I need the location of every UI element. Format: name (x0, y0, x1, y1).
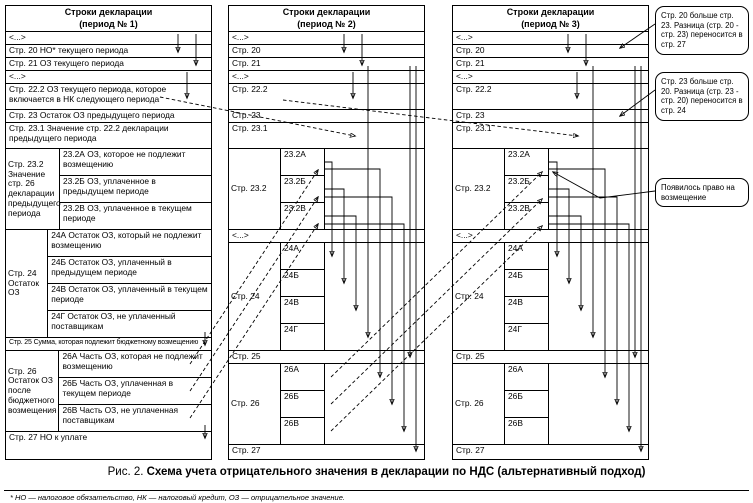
cell-24b: 24Б (281, 270, 324, 297)
cell-23-2v: 23.2В (284, 203, 306, 213)
row-str-25: Стр. 25 Сумма, которая подлежит бюджетному возмещению (6, 338, 211, 351)
row-str-26-label: Стр. 26 (229, 364, 281, 444)
row-str-24-label: Стр. 24 Остаток ОЗ (6, 230, 48, 337)
row-str-23-1: Стр. 23.1 (453, 123, 648, 149)
table-header-period-3 (453, 6, 648, 32)
cell-23-2v: 23.2В (508, 203, 530, 213)
row-str-22-2: Стр. 22.2 ОЗ текущего периода, которое включается в НК следующего периода (6, 84, 211, 110)
row-str-25: Стр. 25 (229, 351, 424, 364)
row-ellipsis-mid: <...> (453, 71, 648, 84)
cell-26a: 26А Часть ОЗ, которая не подлежит возмещению (59, 351, 211, 378)
row-group-26 (6, 351, 211, 432)
row-ellipsis-mid2: <...> (453, 230, 648, 243)
row-ellipsis-top: <...> (229, 32, 424, 45)
cell-24g: 24Г (284, 324, 298, 334)
table-header-line2: (период № 2) (297, 18, 356, 29)
arrow-space (325, 364, 424, 444)
table-header-line2: (период № 3) (521, 18, 580, 29)
row-str-21: Стр. 21 (453, 58, 648, 71)
table-header-period-2 (229, 6, 424, 32)
sub-rows-26 (59, 351, 211, 431)
row-str-24-label: Стр. 24 (229, 243, 281, 350)
row-str-23-2-label: Стр. 23.2 Значение стр. 26 декларации предыдущего периода (6, 149, 60, 229)
cell-23-2a: 23.2А (281, 149, 324, 176)
row-str-27: Стр. 27 (232, 445, 261, 455)
table-header-line1: Строки декларации (506, 7, 595, 17)
sub-rows-23-2 (505, 149, 549, 229)
cell-24v: 24В (505, 297, 548, 324)
row-str-26-label: Стр. 26 (453, 364, 505, 444)
callout-difference-to-27: Стр. 20 больше стр. 23. Разница (стр. 20 - стр. 23) переносится в стр. 27 (655, 6, 749, 55)
row-str-22-2: Стр. 22.2 (453, 84, 648, 110)
row-str-21: Стр. 21 (229, 58, 424, 71)
row-str-25: Стр. 25 (453, 351, 648, 364)
row-str-23-2-label: Стр. 23.2 (229, 149, 281, 229)
table-header-line2: (период № 1) (79, 18, 138, 29)
sub-rows-23-2 (281, 149, 325, 229)
cell-24b: 24Б (505, 270, 548, 297)
declaration-table-period-1 (5, 5, 212, 460)
cell-24g: 24Г (508, 324, 522, 334)
sub-rows-24 (505, 243, 549, 350)
row-str-23-2-label: Стр. 23.2 (453, 149, 505, 229)
row-str-23: Стр. 23 Остаток ОЗ предыдущего периода (6, 110, 211, 123)
row-ellipsis-mid2: <...> (229, 230, 424, 243)
row-str-22-2: Стр. 22.2 (229, 84, 424, 110)
cell-23-2b: 23.2Б (505, 176, 548, 203)
cell-24g: 24Г Остаток ОЗ, не уплаченный поставщикам (51, 311, 176, 331)
sub-rows-26 (281, 364, 325, 444)
row-str-23: Стр. 23 (453, 110, 648, 123)
row-str-27: Стр. 27 НО к уплате (9, 432, 88, 442)
row-str-27: Стр. 27 (456, 445, 485, 455)
row-ellipsis-top: <...> (6, 32, 211, 45)
cell-24a: 24А (281, 243, 324, 270)
cell-23-2a: 23.2А ОЗ, которое не подлежит возмещению (60, 149, 211, 176)
declaration-table-period-3 (452, 5, 649, 460)
row-group-24 (6, 230, 211, 338)
cell-23-2b: 23.2Б ОЗ, уплаченное в предыдущем периоде (60, 176, 211, 203)
row-str-20: Стр. 20 НО* текущего периода (6, 45, 211, 58)
row-group-24 (453, 243, 648, 351)
callout-difference-to-24: Стр. 23 больше стр. 20. Разница (стр. 23 - стр. 20) переносится в стр. 24 (655, 72, 749, 121)
arrow-space (549, 364, 648, 444)
cell-24a: 24А Остаток ОЗ, который не подлежит возмещению (48, 230, 211, 257)
arrow-space (325, 149, 424, 229)
row-str-20: Стр. 20 (229, 45, 424, 58)
table-header-line1: Строки декларации (282, 7, 371, 17)
cell-26a: 26А (505, 364, 548, 391)
row-group-24 (229, 243, 424, 351)
row-group-26 (229, 364, 424, 445)
row-str-24-label: Стр. 24 (453, 243, 505, 350)
cell-23-2v: 23.2В ОЗ, уплаченное в текущем периоде (63, 203, 192, 223)
sub-rows-23-2 (60, 149, 211, 229)
arrow-space (325, 243, 424, 350)
row-ellipsis-mid: <...> (6, 71, 211, 84)
cell-23-2a: 23.2А (505, 149, 548, 176)
row-group-23-2 (453, 149, 648, 230)
row-group-26 (453, 364, 648, 445)
cell-26v: 26В (508, 418, 523, 428)
row-group-23-2 (229, 149, 424, 230)
cell-26v: 26В (284, 418, 299, 428)
sub-rows-26 (505, 364, 549, 444)
table-header-period-1 (6, 6, 211, 32)
row-str-23-1: Стр. 23.1 (229, 123, 424, 149)
callout-right-to-refund: Появилось право на возмещение (655, 178, 749, 207)
sub-rows-24 (281, 243, 325, 350)
declaration-table-period-2 (228, 5, 425, 460)
cell-26b: 26Б (281, 391, 324, 418)
table-header-line1: Строки декларации (64, 7, 153, 17)
row-ellipsis-mid: <...> (229, 71, 424, 84)
cell-26b: 26Б (505, 391, 548, 418)
figure-caption (0, 466, 753, 478)
cell-26b: 26Б Часть ОЗ, уплаченная в текущем периоде (59, 378, 211, 405)
cell-24b: 24Б Остаток ОЗ, уплаченный в предыдущем периоде (48, 257, 211, 284)
arrow-space (549, 243, 648, 350)
cell-24v: 24В (281, 297, 324, 324)
footnote-divider (4, 490, 749, 491)
row-str-26-label: Стр. 26 Остаток ОЗ после бюджетного возмещения (6, 351, 59, 431)
row-str-23: Стр. 23 (229, 110, 424, 123)
cell-24v: 24В Остаток ОЗ, уплаченный в текущем периоде (48, 284, 211, 311)
figure-caption-number: Рис. 2. (107, 466, 144, 478)
cell-26v: 26В Часть ОЗ, не уплаченная поставщикам (62, 405, 179, 425)
row-str-23-1: Стр. 23.1 Значение стр. 22.2 декларации предыдущего периода (6, 123, 211, 149)
row-group-23-2 (6, 149, 211, 230)
row-str-21: Стр. 21 ОЗ текущего периода (6, 58, 211, 71)
arrow-space (549, 149, 648, 229)
cell-24a: 24А (505, 243, 548, 270)
row-str-20: Стр. 20 (453, 45, 648, 58)
footnote: * НО — налоговое обязательство, НК — налоговый кредит, ОЗ — отрицательное значение. (10, 493, 345, 502)
sub-rows-24 (48, 230, 211, 337)
row-ellipsis-top: <...> (453, 32, 648, 45)
cell-23-2b: 23.2Б (281, 176, 324, 203)
cell-26a: 26А (281, 364, 324, 391)
figure-caption-text: Схема учета отрицательного значения в декларации по НДС (альтернативный подход) (146, 466, 646, 478)
